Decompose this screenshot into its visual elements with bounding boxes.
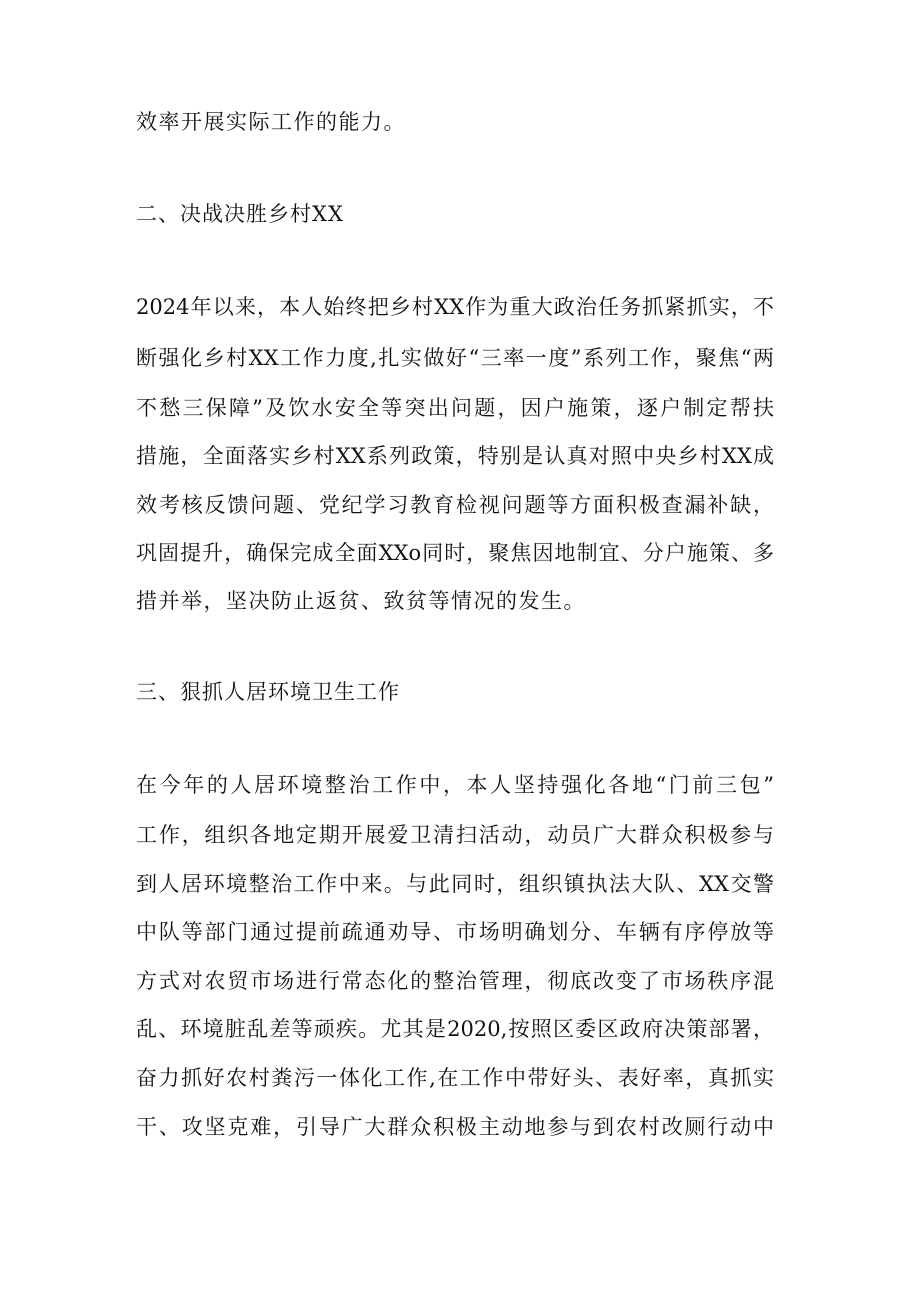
paragraph-tail: 效率开展实际工作的能力。 bbox=[136, 110, 406, 134]
paragraph-line: 措施，全面落实乡村XX系列政策，特别是认真对照中央乡村XX成 bbox=[136, 444, 774, 468]
paragraph-line: 2024年以来，本人始终把乡村XX作为重大政治任务抓紧抓实，不 bbox=[136, 295, 774, 319]
paragraph-line: 断强化乡村XX工作力度,扎实做好“三率一度”系列工作，聚焦“两 bbox=[136, 346, 774, 370]
section-heading-2: 二、决战决胜乡村XX bbox=[136, 202, 344, 226]
paragraph-line: 工作，组织各地定期开展爱卫清扫活动，动员广大群众积极参与 bbox=[136, 823, 774, 847]
paragraph-line: 干、攻坚克难，引导广大群众积极主动地参与到农村改厕行动中 bbox=[136, 1115, 774, 1139]
paragraph-line: 乱、环境脏乱差等顽疾。尤其是2020,按照区委区政府决策部署， bbox=[136, 1017, 774, 1041]
paragraph-line: 巩固提升，确保完成全面XXo同时，聚焦因地制宜、分户施策、多 bbox=[136, 541, 774, 565]
paragraph-line: 在今年的人居环境整治工作中，本人坚持强化各地“门前三包” bbox=[136, 773, 774, 797]
paragraph-line: 到人居环境整治工作中来。与此同时，组织镇执法大队、XX交警 bbox=[136, 872, 774, 896]
paragraph-line: 中队等部门通过提前疏通劝导、市场明确划分、车辆有序停放等 bbox=[136, 920, 774, 944]
paragraph-line: 措并举，坚决防止返贫、致贫等情况的发生。 bbox=[136, 589, 586, 613]
section-heading-3: 三、狠抓人居环境卫生工作 bbox=[136, 680, 400, 704]
paragraph-line: 效考核反馈问题、党纪学习教育检视问题等方面积极查漏补缺， bbox=[136, 493, 774, 517]
paragraph-line: 方式对农贸市场进行常态化的整治管理，彻底改变了市场秩序混 bbox=[136, 969, 774, 993]
paragraph-line: 不愁三保障”及饮水安全等突出问题，因户施策，逐户制定帮扶 bbox=[136, 396, 774, 420]
paragraph-line: 奋力抓好农村粪污一体化工作,在工作中带好头、表好率，真抓实 bbox=[136, 1066, 774, 1090]
